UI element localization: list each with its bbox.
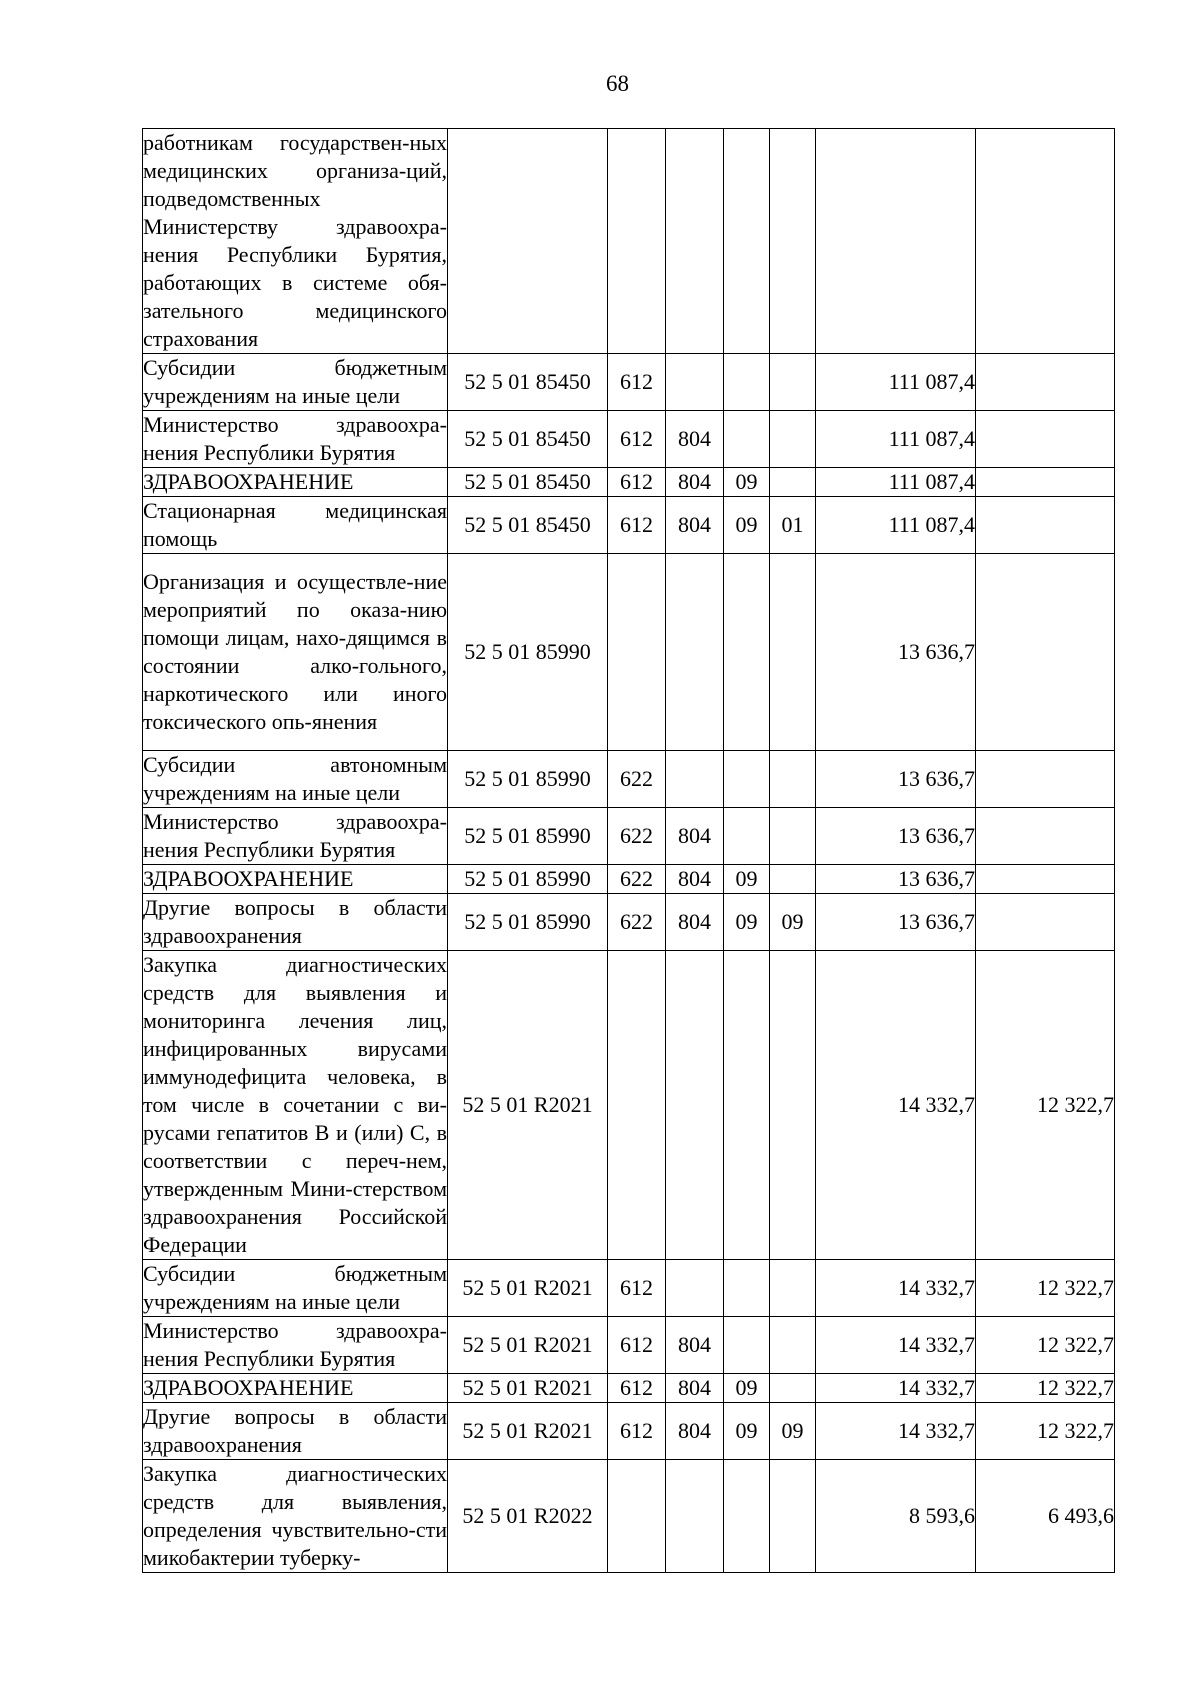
row-rz: [724, 751, 770, 808]
row-sum2: 6 493,6: [976, 1460, 1115, 1573]
row-sum2: 12 322,7: [976, 1403, 1115, 1460]
table-row: [143, 1317, 1115, 1374]
row-pr: [770, 751, 816, 808]
row-pr: [770, 468, 816, 497]
row-sum1: 13 636,7: [816, 808, 976, 865]
row-sum2: [976, 497, 1115, 554]
row-pr: [770, 129, 816, 354]
row-rz: [724, 808, 770, 865]
row-sum2: 12 322,7: [976, 951, 1115, 1260]
table-row: [143, 1374, 1115, 1403]
row-vr: 612: [608, 1403, 666, 1460]
row-sum1: 13 636,7: [816, 865, 976, 894]
row-code: 52 5 01 85990: [448, 751, 608, 808]
table-row: [143, 354, 1115, 411]
row-grbs: [666, 354, 724, 411]
row-code: 52 5 01 R2021: [448, 1403, 608, 1460]
row-rz: [724, 354, 770, 411]
row-pr: 09: [770, 1403, 816, 1460]
row-vr: 612: [608, 1260, 666, 1317]
row-sum1: [816, 129, 976, 354]
row-pr: 01: [770, 497, 816, 554]
row-sum2: 12 322,7: [976, 1260, 1115, 1317]
row-code: 52 5 01 R2021: [448, 1374, 608, 1403]
table-row: [143, 411, 1115, 468]
row-vr: 612: [608, 411, 666, 468]
row-sum2: [976, 468, 1115, 497]
row-pr: [770, 951, 816, 1260]
row-sum1: 13 636,7: [816, 554, 976, 751]
row-rz: [724, 1317, 770, 1374]
row-grbs: [666, 951, 724, 1260]
row-vr: 622: [608, 751, 666, 808]
row-pr: 09: [770, 894, 816, 951]
row-sum1: 14 332,7: [816, 1260, 976, 1317]
row-grbs: 804: [666, 894, 724, 951]
row-vr: [608, 951, 666, 1260]
row-sum2: [976, 411, 1115, 468]
row-rz: 09: [724, 1374, 770, 1403]
row-grbs: [666, 751, 724, 808]
row-pr: [770, 1374, 816, 1403]
row-grbs: 804: [666, 1317, 724, 1374]
row-name: Стационарная медицинская помощь: [143, 497, 448, 554]
row-rz: [724, 129, 770, 354]
row-pr: [770, 1460, 816, 1573]
row-name: ЗДРАВООХРАНЕНИЕ: [143, 468, 448, 497]
row-rz: [724, 1260, 770, 1317]
row-name: Министерство здравоохра-нения Республики Бурятия: [143, 808, 448, 865]
row-name: Закупка диагностических средств для выявления, определения чувствительно-сти микобактерии туберку-: [143, 1460, 448, 1573]
row-code: 52 5 01 85450: [448, 411, 608, 468]
row-rz: 09: [724, 468, 770, 497]
row-sum2: [976, 354, 1115, 411]
row-pr: [770, 554, 816, 751]
row-sum1: 111 087,4: [816, 411, 976, 468]
table-row: [143, 1460, 1115, 1573]
row-sum2: [976, 865, 1115, 894]
row-code: 52 5 01 85450: [448, 354, 608, 411]
row-rz: 09: [724, 497, 770, 554]
row-vr: 612: [608, 354, 666, 411]
row-grbs: 804: [666, 865, 724, 894]
row-name: Организация и осуществле-ние мероприятий по оказа-нию помощи лицам, нахо-дящимся в состоянии алко-гольного, наркотического или иного токсического опь-янения: [143, 554, 448, 751]
row-name: Субсидии автономным учреждениям на иные цели: [143, 751, 448, 808]
row-sum1: 111 087,4: [816, 468, 976, 497]
row-code: 52 5 01 85990: [448, 894, 608, 951]
row-rz: [724, 951, 770, 1260]
row-sum1: 14 332,7: [816, 1374, 976, 1403]
row-rz: 09: [724, 894, 770, 951]
row-vr: 612: [608, 468, 666, 497]
row-rz: [724, 411, 770, 468]
row-vr: 612: [608, 1374, 666, 1403]
row-code: 52 5 01 R2022: [448, 1460, 608, 1573]
row-grbs: 804: [666, 411, 724, 468]
row-name: ЗДРАВООХРАНЕНИЕ: [143, 1374, 448, 1403]
row-name: Субсидии бюджетным учреждениям на иные цели: [143, 354, 448, 411]
budget-table: [142, 128, 1115, 1573]
table-row: [143, 751, 1115, 808]
row-sum1: 111 087,4: [816, 497, 976, 554]
row-code: 52 5 01 R2021: [448, 951, 608, 1260]
row-name: работникам государствен-ных медицинских организа-ций, подведомственных Министерству здравоохра-нения Республики Бурятия, работающих в системе обя-зательного медицинского страхования: [143, 129, 448, 354]
row-pr: [770, 1317, 816, 1374]
row-vr: 622: [608, 894, 666, 951]
row-sum2: [976, 751, 1115, 808]
row-sum2: 12 322,7: [976, 1374, 1115, 1403]
table-row: [143, 497, 1115, 554]
row-rz: 09: [724, 1403, 770, 1460]
table-row: [143, 1260, 1115, 1317]
row-vr: 622: [608, 808, 666, 865]
row-grbs: 804: [666, 1374, 724, 1403]
row-code: 52 5 01 85990: [448, 865, 608, 894]
row-rz: [724, 1460, 770, 1573]
row-code: [448, 129, 608, 354]
table-row: [143, 951, 1115, 1260]
row-pr: [770, 354, 816, 411]
row-sum2: [976, 808, 1115, 865]
row-sum1: 14 332,7: [816, 951, 976, 1260]
page-number: 68: [606, 71, 629, 96]
row-sum1: 14 332,7: [816, 1317, 976, 1374]
row-code: 52 5 01 R2021: [448, 1260, 608, 1317]
row-code: 52 5 01 85450: [448, 468, 608, 497]
row-vr: [608, 1460, 666, 1573]
row-vr: 612: [608, 1317, 666, 1374]
table-row: [143, 808, 1115, 865]
row-sum2: [976, 894, 1115, 951]
row-sum2: [976, 129, 1115, 354]
table-row: [143, 554, 1115, 751]
row-sum1: 14 332,7: [816, 1403, 976, 1460]
row-sum2: [976, 554, 1115, 751]
row-grbs: [666, 1260, 724, 1317]
row-grbs: 804: [666, 497, 724, 554]
row-vr: [608, 554, 666, 751]
table-row: [143, 468, 1115, 497]
row-pr: [770, 1260, 816, 1317]
table-row: [143, 865, 1115, 894]
row-sum1: 13 636,7: [816, 894, 976, 951]
row-rz: 09: [724, 865, 770, 894]
row-code: 52 5 01 R2021: [448, 1317, 608, 1374]
row-name: Министерство здравоохра-нения Республики Бурятия: [143, 411, 448, 468]
row-sum1: 8 593,6: [816, 1460, 976, 1573]
row-name: ЗДРАВООХРАНЕНИЕ: [143, 865, 448, 894]
row-sum1: 13 636,7: [816, 751, 976, 808]
row-pr: [770, 865, 816, 894]
row-vr: [608, 129, 666, 354]
row-pr: [770, 808, 816, 865]
row-grbs: 804: [666, 808, 724, 865]
row-name: Другие вопросы в области здравоохранения: [143, 894, 448, 951]
row-grbs: 804: [666, 468, 724, 497]
row-vr: 622: [608, 865, 666, 894]
row-sum2: 12 322,7: [976, 1317, 1115, 1374]
row-code: 52 5 01 85990: [448, 554, 608, 751]
row-code: 52 5 01 85450: [448, 497, 608, 554]
row-vr: 612: [608, 497, 666, 554]
table-row: [143, 1403, 1115, 1460]
table-row: [143, 129, 1115, 354]
row-grbs: 804: [666, 1403, 724, 1460]
row-name: Другие вопросы в области здравоохранения: [143, 1403, 448, 1460]
row-grbs: [666, 1460, 724, 1573]
row-sum1: 111 087,4: [816, 354, 976, 411]
row-name: Министерство здравоохра-нения Республики Бурятия: [143, 1317, 448, 1374]
row-grbs: [666, 129, 724, 354]
row-name: Закупка диагностических средств для выявления и мониторинга лечения лиц, инфицированных вирусами иммунодефицита человека, в том числе в сочетании с ви-русами гепатитов B и (или) C, в соответствии с переч-нем, утвержденным Мини-стерством здравоохранения Российской Федерации: [143, 951, 448, 1260]
row-code: 52 5 01 85990: [448, 808, 608, 865]
row-grbs: [666, 554, 724, 751]
row-rz: [724, 554, 770, 751]
row-name: Субсидии бюджетным учреждениям на иные цели: [143, 1260, 448, 1317]
table-row: [143, 894, 1115, 951]
row-pr: [770, 411, 816, 468]
